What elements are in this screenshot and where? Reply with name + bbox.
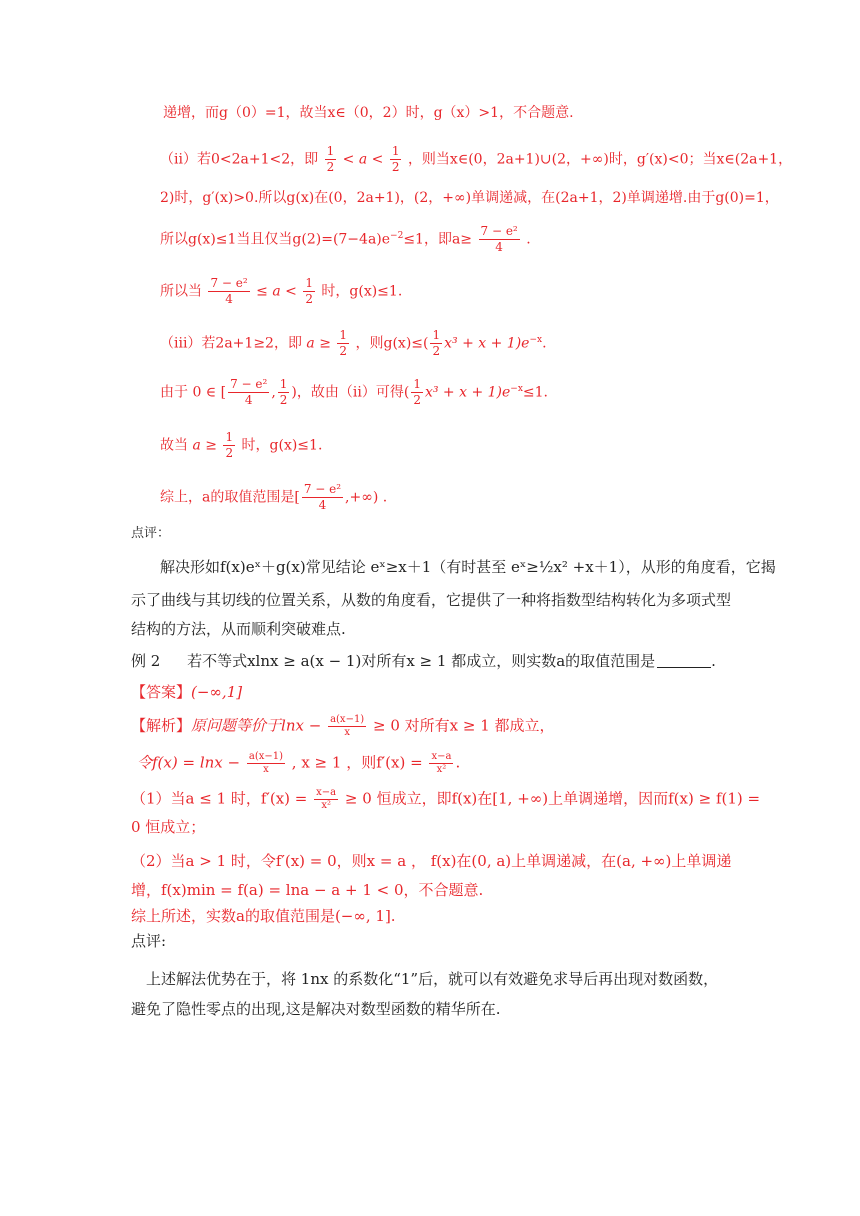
fraction-denominator: 2 <box>413 393 421 407</box>
text-segment: 所以当 <box>160 283 202 300</box>
comment2-line-1: 上述解法优势在于，将 1nx 的系数化“1”后，就可以有效避免求导后再出现对数函数， <box>146 970 719 988</box>
text-segment: a ≥ <box>306 335 331 352</box>
fraction <box>303 276 315 307</box>
comment1-line-2: 示了曲线与其切线的位置关系，从数的角度看，它提供了一种将指数型结构转化为多项式型 <box>131 591 732 609</box>
fraction-denominator: 2 <box>432 344 441 358</box>
text-segment: ,+∞) . <box>345 489 388 506</box>
fraction <box>337 328 349 359</box>
fraction <box>302 482 343 513</box>
text-segment: 时，g(x)≤1. <box>321 283 403 300</box>
comment1-line-3: 结构的方法，从而顺利突破难点. <box>131 620 346 638</box>
text-segment: 综上，a的取值范围是[ <box>160 489 300 506</box>
answer-line <box>131 682 242 702</box>
fraction-denominator: 2 <box>391 160 400 174</box>
fraction-numerator: 1 <box>339 328 348 342</box>
text-segment: 故当 <box>160 437 188 454</box>
fraction-numerator: 1 <box>326 144 335 158</box>
solution-line-iii-2 <box>160 377 548 408</box>
text-segment: 所以g(x)≤1当且仅当g(2)=(7−4a)e <box>160 231 391 248</box>
analysis-line-4: 0 恒成立； <box>131 818 206 836</box>
fraction-numerator: x−a <box>431 751 452 762</box>
text-segment: ≥ 0 对所有x ≥ 1 都成立， <box>373 716 555 735</box>
analysis-line-7: 综上所述，实数a的取值范围是(−∞, 1]. <box>131 907 396 925</box>
text-segment: x³ + x + 1)e <box>444 335 530 352</box>
solution-line-ii-1 <box>160 144 792 175</box>
text-segment: ≤1. <box>522 384 548 401</box>
fraction-numerator: 1 <box>391 144 400 158</box>
summary-line-1 <box>160 482 387 513</box>
analysis-label: 【解析】 <box>131 716 192 735</box>
analysis-line-5: （2）当a > 1 时，令f′(x) = 0，则x = a ， f(x)在(0, a)上单调递减，在(a, +∞)上单调递 <box>131 852 732 870</box>
fraction-denominator: x <box>344 727 350 738</box>
text-segment: （iii）若2a+1≥2，即 <box>160 335 302 352</box>
fraction-denominator: 4 <box>495 240 503 254</box>
text-segment: . <box>455 753 461 772</box>
fraction-denominator: 2 <box>339 344 348 358</box>
text-segment: 时，g(x)≤1. <box>241 437 323 454</box>
analysis-line-2 <box>137 751 460 776</box>
comment-label-1: 点评： <box>131 526 171 541</box>
text-segment: （1）当a ≤ 1 时，f′(x) = <box>131 789 308 808</box>
superscript: −2 <box>390 230 404 241</box>
text-segment: . <box>711 652 716 670</box>
comment1-line-1: 解决形如f(x)eˣ＋g(x)常见结论 eˣ≥x＋1（有时甚至 eˣ≥½x² +x＋1），从形的角度看，它揭 <box>160 558 776 576</box>
fraction-denominator: 4 <box>318 498 327 512</box>
analysis-line-1 <box>131 714 555 739</box>
solution-line-iii-3 <box>160 430 322 461</box>
fraction-denominator: 2 <box>225 446 234 460</box>
text-segment: ≤ a < <box>256 283 297 300</box>
fraction <box>430 328 442 359</box>
fraction-denominator: x <box>263 764 269 775</box>
fraction-denominator: 2 <box>279 393 288 407</box>
fraction-denominator: 4 <box>244 393 253 407</box>
answer-label: 【答案】 <box>131 683 192 701</box>
text-segment: . <box>526 231 531 248</box>
fraction-numerator: a(x−1) <box>330 714 365 725</box>
text-segment: , x ≥ 1 ，则f′(x) = <box>291 753 423 772</box>
fraction <box>328 714 366 739</box>
text-segment: （ii）若0<2a+1<2，即 <box>160 151 319 168</box>
fraction-numerator: x−a <box>316 787 337 798</box>
fraction <box>247 751 285 776</box>
text-segment: . <box>542 335 547 352</box>
fraction-numerator: a(x−1) <box>248 751 284 762</box>
comment2-line-2: 避免了隐性零点的出现,这是解决对数型函数的精华所在. <box>131 1000 501 1018</box>
text-segment: x³ + x + 1)e <box>424 384 511 401</box>
fraction-denominator: 2 <box>305 292 313 306</box>
fraction-denominator: x² <box>321 800 331 811</box>
fraction <box>278 377 290 408</box>
fraction <box>390 144 402 175</box>
text-segment: ，则当x∈(0，2a+1)∪(2，+∞)时，g′(x)<0；当x∈(2a+1， <box>407 151 793 168</box>
text-segment: ≤1，即a≥ <box>403 231 473 248</box>
fraction <box>314 787 338 812</box>
fraction <box>223 430 235 461</box>
fraction-numerator: 7 − e² <box>210 276 248 290</box>
fraction-numerator: 7 − e² <box>480 224 518 238</box>
fraction-numerator: 1 <box>279 377 288 391</box>
comment-label-2: 点评: <box>131 932 167 950</box>
superscript: −x <box>529 334 543 345</box>
text-segment: )，故由（ii）可得( <box>291 384 410 401</box>
fraction <box>479 224 520 255</box>
fraction <box>325 144 337 175</box>
text-segment: 令f(x) = lnx − <box>137 753 241 772</box>
solution-line-iii-1 <box>160 328 547 359</box>
fraction-numerator: 1 <box>305 276 313 290</box>
example-2-line <box>131 651 716 671</box>
example-label: 例 2 <box>131 652 161 670</box>
fraction-numerator: 7 − e² <box>230 377 268 391</box>
analysis-line-3 <box>131 787 760 812</box>
example-question: 若不等式xlnx ≥ a(x − 1)对所有x ≥ 1 都成立，则实数a的取值范围是 <box>187 652 656 670</box>
text-segment: 由于 0 ∈ [ <box>160 384 227 401</box>
fraction <box>411 377 423 408</box>
solution-line-ii-2: 2)时，g′(x)>0.所以g(x)在(0，2a+1)，(2，+∞)单调递减，在(2a+1，2)单调递增.由于g(0)=1， <box>160 190 779 206</box>
fraction-numerator: 1 <box>432 328 441 342</box>
answer-blank <box>657 667 711 668</box>
answer-value: (−∞,1] <box>191 683 243 701</box>
fraction-denominator: 2 <box>326 160 335 174</box>
fraction-denominator: x² <box>436 764 447 775</box>
fraction-numerator: 1 <box>225 430 234 444</box>
analysis-line-6: 增，f(x)min = f(a) = lna − a + 1 < 0，不合题意. <box>131 881 484 899</box>
fraction <box>228 377 269 408</box>
text-segment: ，则g(x)≤( <box>355 335 429 352</box>
text-segment: , <box>271 384 276 401</box>
text-segment: < a < <box>342 151 384 168</box>
text-segment: 原问题等价于lnx − <box>191 716 322 735</box>
fraction-numerator: 7 − e² <box>303 482 342 496</box>
solution-line-ii-3 <box>160 224 531 255</box>
solution-line-part-i-tail: 递增，而g（0）=1，故当x∈（0，2）时，g（x）>1，不合题意. <box>163 105 574 121</box>
superscript: −x <box>510 383 523 394</box>
fraction-numerator: 1 <box>413 377 421 391</box>
text-segment: ≥ 0 恒成立，即f(x)在[1, +∞)上单调递增，因而f(x) ≥ f(1) = <box>344 789 761 808</box>
fraction <box>429 751 453 776</box>
fraction-denominator: 4 <box>225 292 233 306</box>
text-segment: a ≥ <box>192 437 217 454</box>
solution-line-ii-4 <box>160 276 402 307</box>
fraction <box>208 276 249 307</box>
